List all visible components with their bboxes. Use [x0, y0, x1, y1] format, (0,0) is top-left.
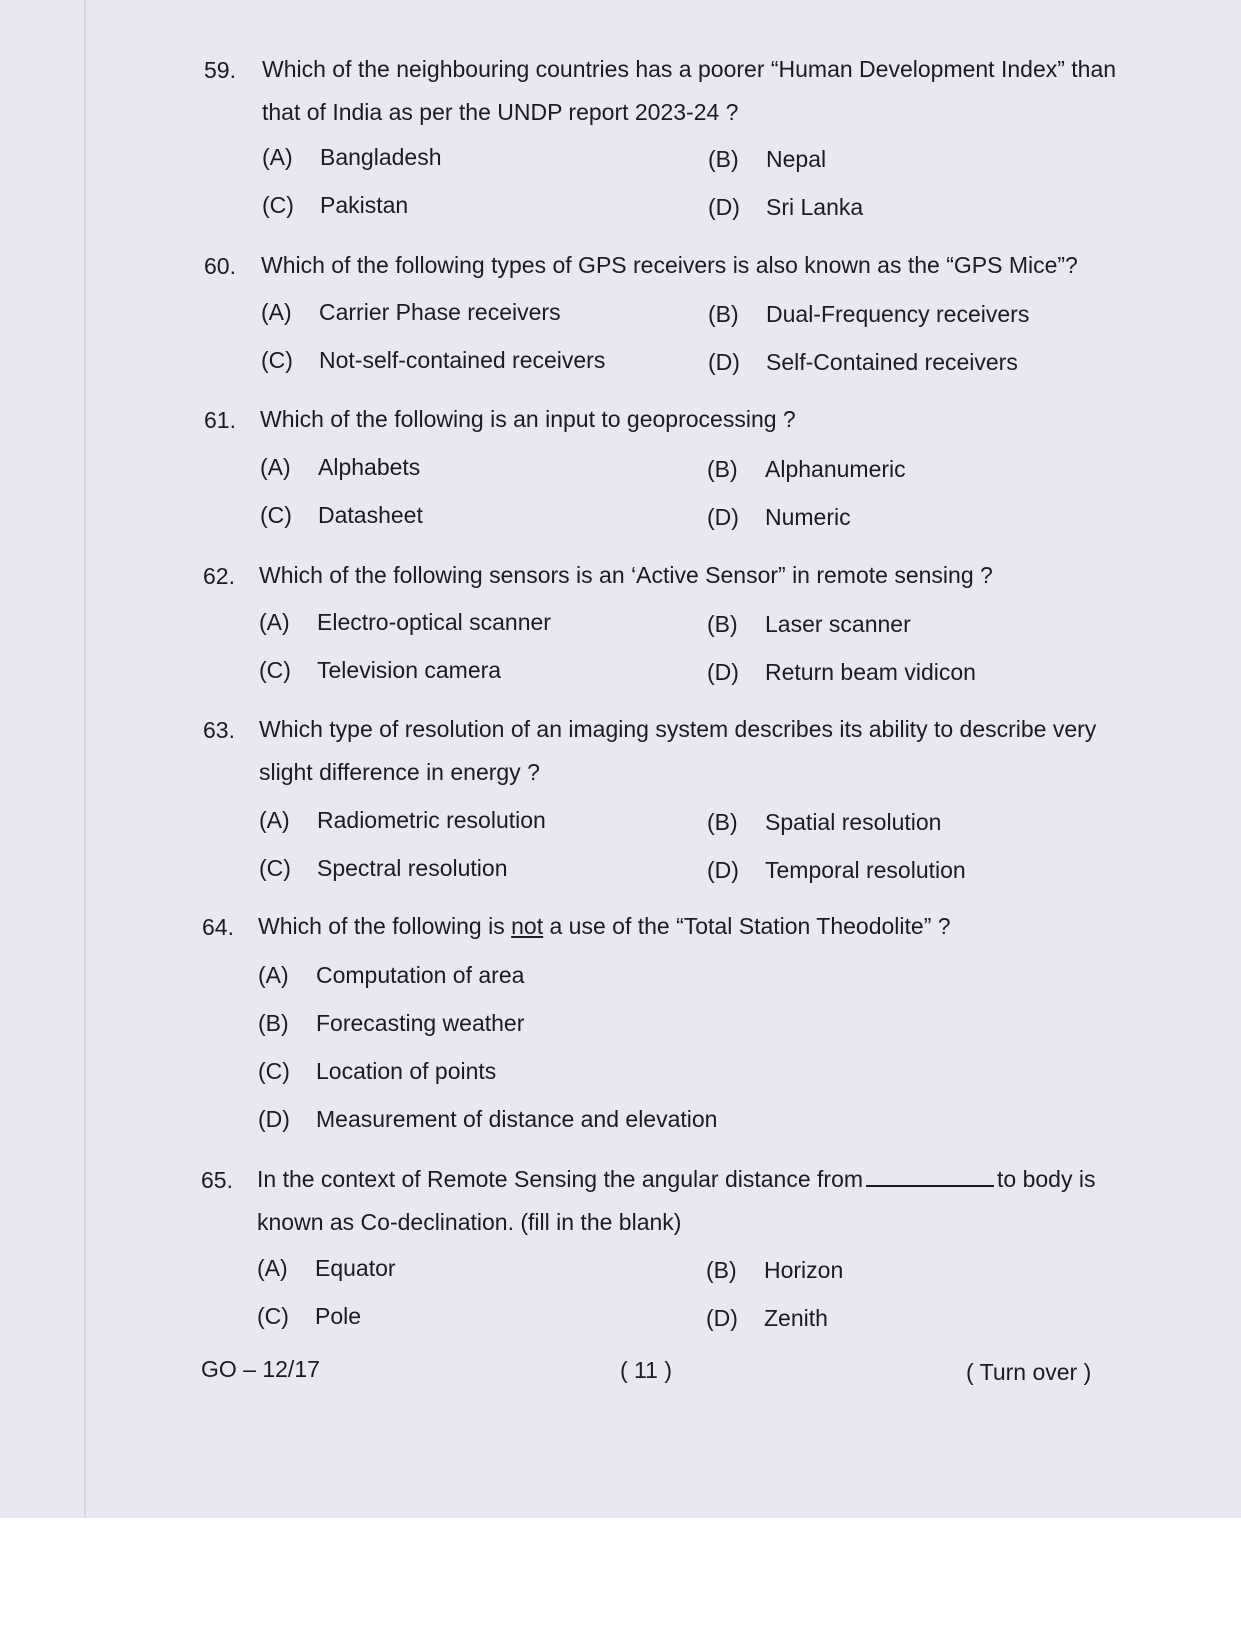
question-text: Which of the following types of GPS receivers is also known as the “GPS Mice”? [261, 252, 1078, 278]
question-text: Which type of resolution of an imaging system describes its ability to describe very slight difference in energy ? [259, 716, 1097, 785]
option-text: Equator [315, 1255, 396, 1281]
question-number: 61. [204, 407, 236, 433]
page-crease [84, 0, 86, 1518]
option-c [261, 348, 605, 372]
option-label: (A) [257, 1255, 288, 1281]
option-d [707, 858, 966, 882]
option-text: Spatial resolution [765, 809, 942, 835]
option-label: (A) [260, 454, 291, 480]
option-text: Laser scanner [765, 611, 911, 637]
option-label: (D) [707, 857, 739, 883]
option-d [708, 350, 1018, 374]
question-text [257, 1158, 1107, 1244]
option-b [258, 1011, 524, 1035]
option-label: (B) [706, 1257, 737, 1283]
fill-in-blank [866, 1181, 994, 1187]
option-text: Dual-Frequency receivers [766, 301, 1030, 327]
option-c [258, 1059, 496, 1083]
option-c [262, 193, 408, 217]
option-text: Alphabets [318, 454, 421, 480]
question-text: Which of the following sensors is an ‘Active Sensor” in remote sensing ? [259, 562, 993, 588]
option-text: Return beam vidicon [765, 659, 976, 685]
option-a [261, 300, 561, 324]
option-label: (D) [708, 349, 740, 375]
question-number: 62. [203, 563, 235, 589]
option-text: Radiometric resolution [317, 807, 546, 833]
option-d [707, 505, 851, 529]
option-text: Forecasting weather [316, 1010, 525, 1036]
question-text-part: In the context of Remote Sensing the angular distance from [257, 1166, 864, 1192]
option-label: (B) [707, 809, 738, 835]
option-text: Electro-optical scanner [317, 609, 551, 635]
option-label: (C) [261, 347, 293, 373]
option-label: (D) [708, 194, 740, 220]
option-text: Location of points [316, 1058, 497, 1084]
option-c [259, 856, 508, 880]
option-text: Datasheet [318, 502, 423, 528]
option-label: (A) [259, 807, 290, 833]
option-label: (C) [258, 1058, 290, 1084]
option-text: Pole [315, 1303, 362, 1329]
option-text: Television camera [317, 657, 502, 683]
option-label: (B) [707, 456, 738, 482]
option-a [262, 145, 442, 169]
option-c [259, 658, 501, 682]
option-text: Pakistan [320, 192, 409, 218]
option-b [706, 1258, 843, 1282]
option-label: (B) [708, 146, 739, 172]
page-number: ( 11 ) [620, 1357, 672, 1383]
option-label: (C) [257, 1303, 289, 1329]
question-text-part: to body is known as Co-declination. (fill in the blank) [257, 1166, 1096, 1235]
question-number: 64. [202, 914, 234, 940]
option-text: Alphanumeric [765, 456, 906, 482]
option-text: Bangladesh [320, 144, 442, 170]
option-text: Horizon [764, 1257, 844, 1283]
option-text: Self-Contained receivers [766, 349, 1018, 375]
option-label: (A) [262, 144, 293, 170]
question-number: 59. [204, 57, 236, 83]
option-label: (D) [706, 1305, 738, 1331]
option-a [259, 808, 546, 832]
option-label: (A) [258, 962, 289, 988]
option-a [258, 963, 524, 987]
option-d [708, 195, 863, 219]
option-text: Computation of area [316, 962, 525, 988]
option-label: (D) [258, 1106, 290, 1132]
question-number: 65. [201, 1167, 233, 1193]
option-text: Spectral resolution [317, 855, 508, 881]
question-text: Which of the neighbouring countries has a poorer “Human Development Index” than that of India as per the UNDP report 2023-24 ? [262, 56, 1117, 125]
option-label: (D) [707, 659, 739, 685]
option-text: Temporal resolution [765, 857, 966, 883]
option-d [706, 1306, 828, 1330]
option-label: (C) [262, 192, 294, 218]
option-c [257, 1304, 361, 1328]
option-a [257, 1256, 396, 1280]
question-text-part: Which of the following is [258, 913, 512, 939]
option-label: (A) [259, 609, 290, 635]
option-text: Nepal [766, 146, 827, 172]
option-label: (B) [707, 611, 738, 637]
option-a [260, 455, 420, 479]
option-text: Zenith [764, 1305, 828, 1331]
option-label: (D) [707, 504, 739, 530]
option-b [708, 302, 1029, 326]
turn-over-note: ( Turn over ) [966, 1359, 1092, 1385]
option-b [707, 457, 906, 481]
option-text: Carrier Phase receivers [319, 299, 561, 325]
option-b [707, 612, 911, 636]
option-label: (B) [258, 1010, 289, 1036]
option-text: Sri Lanka [766, 194, 864, 220]
option-d [707, 660, 976, 684]
paper-code: GO – 12/17 [201, 1356, 320, 1382]
question-number: 63. [203, 717, 235, 743]
option-label: (C) [260, 502, 292, 528]
option-label: (C) [259, 855, 291, 881]
option-c [260, 503, 423, 527]
option-text: Not-self-contained receivers [319, 347, 606, 373]
option-text: Measurement of distance and elevation [316, 1106, 718, 1132]
option-b [708, 147, 826, 171]
question-number: 60. [204, 253, 236, 279]
option-label: (A) [261, 299, 292, 325]
option-label: (C) [259, 657, 291, 683]
question-text [258, 905, 1138, 948]
option-a [259, 610, 551, 634]
question-text-part: a use of the “Total Station Theodolite” ? [543, 913, 951, 939]
underlined-word: not [511, 913, 544, 939]
option-text: Numeric [765, 504, 851, 530]
option-label: (B) [708, 301, 739, 327]
option-d [258, 1107, 717, 1131]
question-text: Which of the following is an input to geoprocessing ? [260, 406, 796, 432]
option-b [707, 810, 941, 834]
